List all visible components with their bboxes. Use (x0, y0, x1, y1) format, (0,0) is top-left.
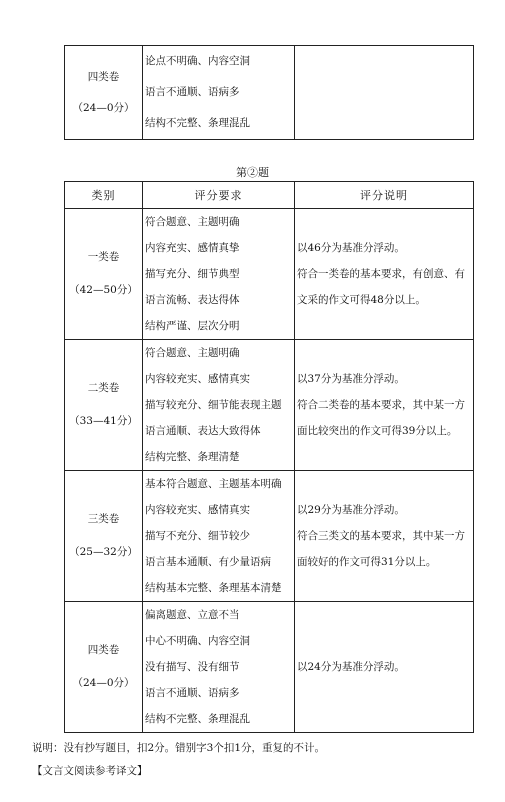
note-line: 面比较突出的作文可得39分以上。 (297, 425, 458, 437)
table-row (65, 602, 474, 733)
note-line: 符合三类文的基本要求，其中某一方 (297, 530, 465, 542)
requirement-line: 结构不完整、条理混乱 (145, 713, 250, 725)
note-cell (295, 340, 474, 471)
requirement-line: 结构严谨、层次分明 (145, 320, 240, 332)
requirement-line: 描写较充分、细节能表现主题 (145, 399, 282, 411)
table-caption: 第②题 (236, 166, 269, 179)
note-cell (295, 602, 474, 733)
requirement-line: 描写不充分、细节较少 (145, 530, 250, 542)
requirements-cell (143, 46, 295, 140)
table-row (65, 209, 474, 340)
requirement-line: 基本符合题意、主题基本明确 (145, 478, 282, 490)
requirement-line: 内容充实、感情真挚 (145, 242, 240, 254)
requirement-line: 符合题意、主题明确 (145, 216, 240, 228)
requirement-line: 偏离题意、立意不当 (145, 609, 240, 621)
requirement-line: 内容较充实、感情真实 (145, 373, 250, 385)
column-header-notes: 评分说明 (295, 182, 474, 209)
requirement-line: 论点不明确、内容空洞 (145, 55, 250, 67)
category-cell (65, 471, 143, 602)
note-line: 符合一类卷的基本要求，有创意、有 (297, 268, 465, 280)
category-cell (65, 46, 143, 140)
requirements-cell (143, 602, 295, 733)
requirement-line: 没有描写、没有细节 (145, 661, 240, 673)
category-name: 四类卷 (87, 644, 120, 656)
column-header-category: 类别 (65, 182, 143, 209)
category-range: （33—41分） (69, 415, 138, 427)
requirement-line: 内容较充实、感情真实 (145, 504, 250, 516)
requirements-cell (143, 209, 295, 340)
note-line: 面较好的作文可得31分以上。 (297, 556, 437, 568)
table-row (65, 471, 474, 602)
requirement-line: 结构不完整、条理混乱 (145, 117, 250, 129)
section-heading: 【文言文阅读参考译文】 (32, 765, 148, 777)
note-line: 以37分为基准分浮动。 (297, 373, 405, 385)
note-line: 文采的作文可得48分以上。 (297, 294, 426, 306)
column-header-requirements: 评分要求 (143, 182, 295, 209)
category-name: 二类卷 (87, 382, 120, 394)
note-line: 以46分为基准分浮动。 (297, 242, 405, 254)
requirements-cell (143, 471, 295, 602)
requirements-cell (143, 340, 295, 471)
requirement-line: 中心不明确、内容空洞 (145, 635, 250, 647)
requirement-line: 语言通顺、表达大致得体 (145, 425, 261, 437)
requirement-line: 语言基本通顺、有少量语病 (145, 556, 271, 568)
note-line: 以24分为基准分浮动。 (297, 661, 405, 673)
category-name: 三类卷 (87, 513, 120, 525)
note-cell (295, 46, 474, 140)
table-row (65, 340, 474, 471)
scoring-footnote: 说明：没有抄写题目，扣2分。错别字3个扣1分，重复的不计。 (32, 742, 326, 754)
main-scoring-table (64, 181, 474, 733)
category-cell (65, 209, 143, 340)
note-cell (295, 209, 474, 340)
category-cell (65, 602, 143, 733)
category-name: 一类卷 (87, 251, 120, 263)
requirement-line: 结构基本完整、条理基本清楚 (145, 582, 282, 594)
requirement-line: 描写充分、细节典型 (145, 268, 240, 280)
table-row (65, 46, 474, 140)
category-cell (65, 340, 143, 471)
category-range: （24—0分） (72, 101, 135, 114)
requirement-line: 语言流畅、表达得体 (145, 294, 240, 306)
category-range: （42—50分） (69, 284, 138, 296)
requirement-line: 语言不通顺、语病多 (145, 687, 240, 699)
note-line: 以29分为基准分浮动。 (297, 504, 405, 516)
requirement-line: 符合题意、主题明确 (145, 347, 240, 359)
top-scoring-table (64, 45, 474, 140)
header-row (65, 182, 474, 209)
category-range: （25—32分） (69, 546, 138, 558)
requirement-line: 结构完整、条理清楚 (145, 451, 240, 463)
category-name: 四类卷 (87, 70, 120, 83)
note-line: 符合二类卷的基本要求，其中某一方 (297, 399, 465, 411)
category-range: （24—0分） (72, 677, 135, 689)
requirement-line: 语言不通顺、语病多 (145, 86, 240, 98)
note-cell (295, 471, 474, 602)
